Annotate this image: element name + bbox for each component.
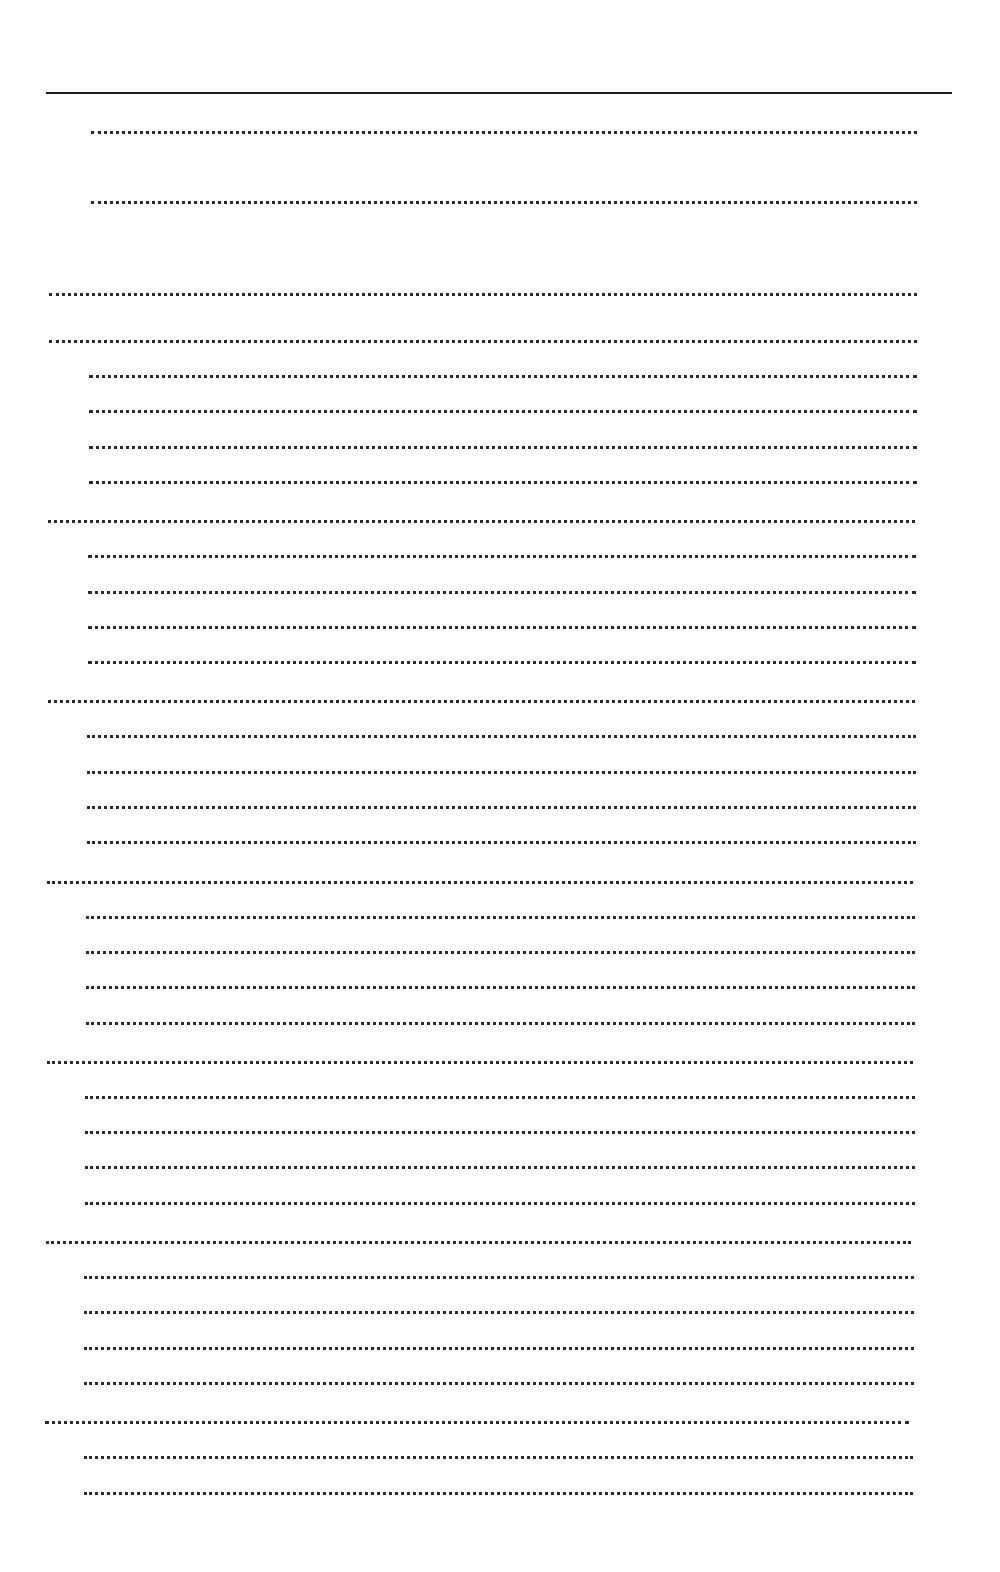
toc-lesson	[83, 928, 918, 962]
toc-lesson	[83, 963, 918, 997]
toc-lesson	[81, 1324, 917, 1358]
dot-leader	[49, 340, 917, 343]
toc-lesson	[85, 603, 919, 637]
dot-leader	[49, 293, 917, 296]
toc-lesson	[85, 638, 919, 672]
dot-leader	[46, 1241, 911, 1244]
toc-lesson	[81, 1359, 917, 1393]
toc-lesson	[83, 893, 918, 927]
toc-entry	[88, 108, 920, 142]
dot-leader	[88, 661, 916, 664]
toc-lesson	[81, 1253, 917, 1287]
dot-leader	[85, 1096, 915, 1099]
toc-lesson	[82, 1179, 918, 1213]
dot-leader	[85, 1131, 915, 1134]
toc-month	[42, 1398, 912, 1432]
toc-lesson	[86, 423, 920, 457]
dot-leader	[84, 1382, 914, 1385]
toc-lesson	[86, 458, 920, 492]
toc-month	[44, 858, 916, 892]
toc-lesson	[83, 999, 918, 1033]
dot-leader	[85, 1202, 915, 1205]
dot-leader	[48, 520, 915, 523]
dot-leader	[87, 735, 916, 738]
dot-leader	[84, 1276, 914, 1279]
dot-leader	[47, 1061, 913, 1064]
toc-lesson	[86, 352, 920, 386]
dot-leader	[85, 1166, 915, 1169]
dot-leader	[91, 201, 917, 204]
dot-leader	[88, 591, 916, 594]
toc-lesson	[82, 1108, 918, 1142]
dot-leader	[86, 951, 915, 954]
toc-lesson	[81, 1288, 917, 1322]
toc-lesson	[82, 1143, 918, 1177]
dot-leader	[89, 375, 917, 378]
toc-lesson	[84, 818, 919, 852]
toc-entry-section	[46, 270, 920, 304]
dot-leader	[87, 841, 916, 844]
dot-leader	[86, 986, 915, 989]
dot-leader	[86, 1022, 915, 1025]
dot-leader	[84, 1492, 913, 1495]
toc-month	[44, 1038, 916, 1072]
dot-leader	[84, 1347, 914, 1350]
toc-month	[43, 1218, 914, 1252]
toc-month	[45, 497, 918, 531]
toc-lesson	[84, 712, 919, 746]
toc-lesson	[82, 1073, 918, 1107]
dot-leader	[87, 771, 916, 774]
toc-month	[45, 677, 918, 711]
dot-leader	[48, 700, 915, 703]
dot-leader	[88, 626, 916, 629]
dot-leader	[89, 481, 917, 484]
toc-lesson	[84, 783, 919, 817]
dot-leader	[86, 916, 915, 919]
toc-lesson	[81, 1469, 916, 1503]
dot-leader	[84, 1311, 914, 1314]
toc-lesson	[85, 532, 919, 566]
toc-lesson	[86, 387, 920, 421]
toc-entry	[88, 178, 920, 212]
toc-month	[46, 317, 920, 351]
toc-lesson	[84, 748, 919, 782]
toc-lesson	[85, 568, 919, 602]
toc-lesson	[81, 1433, 916, 1467]
dot-leader	[87, 806, 916, 809]
dot-leader	[84, 1456, 913, 1459]
dot-leader	[47, 881, 913, 884]
dot-leader	[89, 410, 917, 413]
dot-leader	[45, 1421, 909, 1424]
dot-leader	[91, 131, 917, 134]
running-header	[46, 44, 952, 94]
dot-leader	[88, 555, 916, 558]
dot-leader	[89, 446, 917, 449]
